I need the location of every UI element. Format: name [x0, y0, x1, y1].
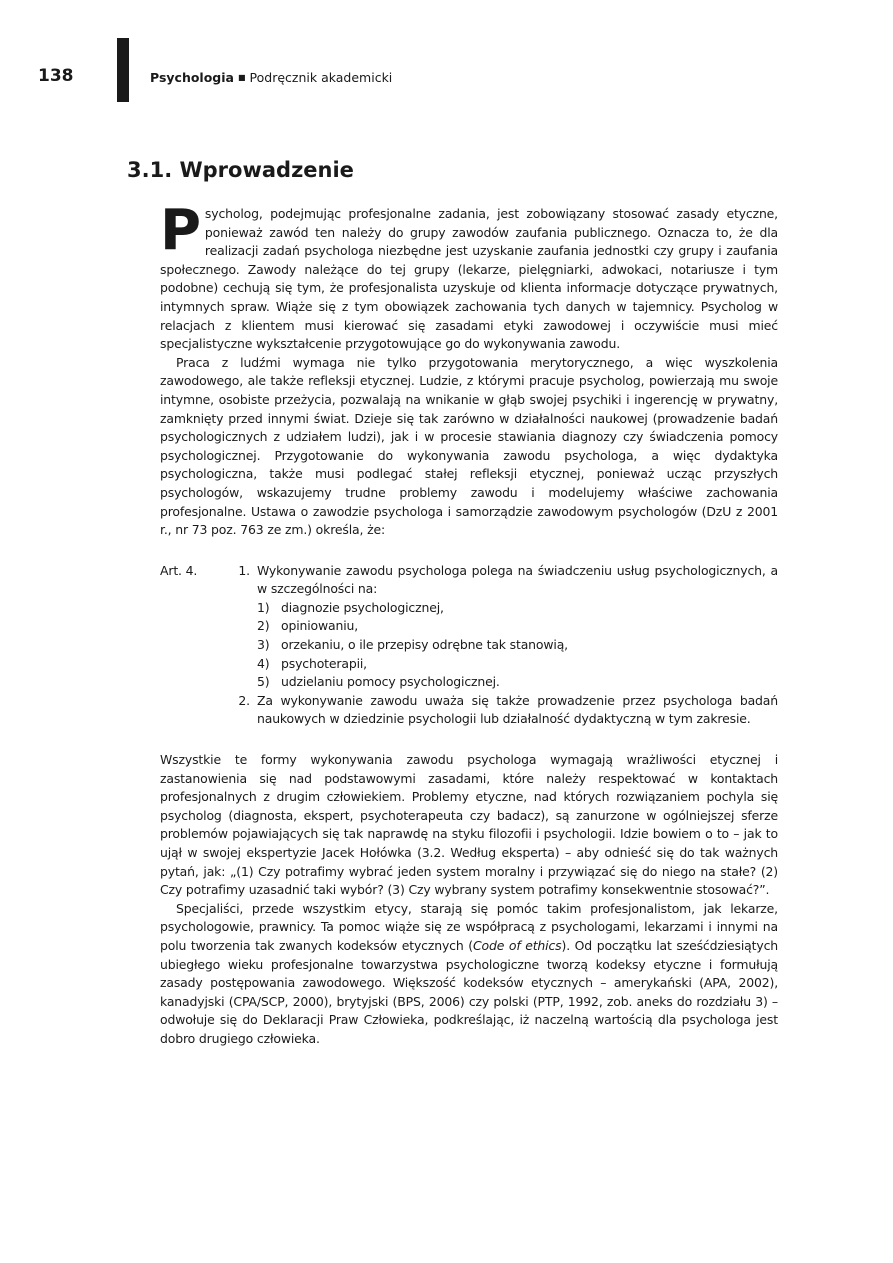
page-number: 138	[38, 66, 74, 86]
list-item	[257, 636, 778, 655]
paragraph-4-italic-term: Code of ethics	[472, 937, 562, 953]
article-row	[160, 562, 778, 729]
running-header	[150, 70, 392, 85]
running-header-subtitle: Podręcznik akademicki	[249, 70, 393, 85]
article-label: Art. 4.	[160, 562, 198, 578]
list-item-text: udzielaniu pomocy psychologicznej.	[281, 674, 500, 690]
list-item-text: diagnozie psychologicznej,	[281, 599, 444, 615]
list-item-text: psychoterapii,	[281, 655, 367, 671]
paragraph-4-text-after: ). Od początku lat sześćdziesiątych ubiegłego wieku profesjonalne towarzystwa psychologiczne tworzą kodeksy etyczne i formułują zasady postępowania zawodowego. Większość kodeksów etycznych – amerykański (APA, 2002), kanadyjski (CPA/SCP, 2000), brytyjski (BPS, 2006) czy polski (PTP, 1992, zob. aneks do rozdziału 3) – odwołuje się do Deklaracji Praw Człowieka, podkreślając, iż naczelną wartością dla psychologa jest dobro drugiego człowieka.	[160, 937, 779, 1046]
article-item-text: Wykonywanie zawodu psychologa polega na świadczeniu usług psychologicznych, a w szczególności na:	[257, 562, 778, 597]
separator-square-icon: ■	[237, 73, 246, 82]
article-item-number: 2.	[238, 692, 250, 708]
article-item-text: Za wykonywanie zawodu uważa się także prowadzenie przez psychologa badań naukowych w dziedzinie psychologii lub działalność dydaktyczną w tym zakresie.	[257, 692, 778, 727]
list-item	[257, 617, 778, 636]
body-text	[160, 198, 779, 1049]
article-item-number: 1.	[238, 562, 250, 578]
paragraph-4	[160, 900, 778, 1049]
list-item-number: 2)	[257, 618, 270, 634]
list-item-number: 5)	[257, 674, 270, 690]
list-item	[257, 599, 778, 618]
paragraph-1-text: sycholog, podejmując profesjonalne zadania, jest zobowiązany stosować zasady etyczne, ponieważ zawód ten należy do grupy zawodów zaufania publicznego. Oznacza to, że dla realizacji zadań psychologa niezbędne jest uzyskanie zaufania jednostki czy grupy i zaufania społecznego. Zawody należące do tej grupy (lekarze, pielęgniarki, adwokaci, notariusze i tym podobne) cechują się tym, że profesjonalista uzyskuje od klienta informacje dotyczące prywatnych, intymnych spraw. Wiąże się z tym obowiązek zachowania tych danych w tajemnicy. Psycholog w relacjach z klientem musi kierować się zasadami etyki zawodowej i oczywiście musi mieć specjalistyczne wykształcenie przygotowujące go do wykonywania zawodu.	[160, 206, 778, 352]
drop-cap: P	[160, 198, 201, 263]
list-item	[257, 655, 778, 674]
list-item-number: 1)	[257, 599, 270, 615]
list-item-text: orzekaniu, o ile przepisy odrębne tak stanowią,	[281, 637, 568, 653]
article-sub-list	[257, 599, 778, 692]
list-item-text: opiniowaniu,	[281, 618, 359, 634]
paragraph-1	[160, 198, 778, 354]
paragraph-4-text-before: Specjaliści, przede wszystkim etycy, starają się pomóc takim profesjonalistom, jak lekarze, psychologowie, prawnicy. Ta pomoc wiąże się ze współpracą z psychologami, lekarzami i innymi na polu tworzenia tak zwanych kodeksów etycznych (	[160, 900, 778, 953]
article-content	[230, 562, 778, 729]
list-item-number: 4)	[257, 655, 270, 671]
paragraph-2: Praca z ludźmi wymaga nie tylko przygotowania merytorycznego, a więc wyszkolenia zawodowego, ale także refleksji etycznej. Ludzie, z którymi pracuje psycholog, powierzają mu swoje intymne, osobiste przeżycia, pozwalają na wnikanie w głąb swojej psychiki i ingerencję w prywatny, zamknięty przed innymi świat. Dzieje się tak zarówno w działalności naukowej (prowadzenie badań psychologicznych z udziałem ludzi), jak i w procesie stawiania diagnozy czy świadczenia pomocy psychologicznej. Przygotowanie do wykonywania zawodu psychologa, a więc dydaktyka psychologiczna, także musi podlegać stałej refleksji etycznej, ponieważ ucząc przyszłych psychologów, wskazujemy trudne problemy zawodu i modelujemy właściwe zachowania profesjonalne. Ustawa o zawodzie psychologa i samorządzie zawodowym psychologów (DzU z 2001 r., nr 73 poz. 763 ze zm.) określa, że:	[160, 354, 778, 538]
section-title: 3.1. Wprowadzenie	[127, 158, 354, 182]
article-item	[230, 692, 778, 729]
article-item-body	[257, 562, 778, 692]
running-header-publication: Psychologia	[150, 70, 234, 85]
header-divider-bar	[117, 38, 129, 102]
law-article	[160, 562, 778, 729]
paragraph-3: Wszystkie te formy wykonywania zawodu psychologa wymagają wrażliwości etycznej i zastanowienia się nad podstawowymi zasadami, które należy respektować w kontaktach profesjonalnych z drugim człowiekiem. Problemy etyczne, nad których rozwiązaniem pochyla się psycholog (diagnosta, ekspert, psychoterapeuta czy badacz), są zanurzone w ogólniejszej sferze problemów pojawiających się tak naprawdę na styku filozofii i psychologii. Idzie bowiem o to – jak to ujął w swojej ekspertyzie Jacek Hołówka (3.2. Według eksperta) – aby odnieść się do tak ważnych pytań, jak: „(1) Czy potrafimy wybrać jeden system moralny i przywiązać się do niego na stałe? (2) Czy potrafimy uzasadnić taki wybór? (3) Czy wybrany system potrafimy konsekwentnie stosować?”.	[160, 752, 778, 898]
list-item	[257, 673, 778, 692]
article-item	[230, 562, 778, 692]
list-item-number: 3)	[257, 637, 270, 653]
